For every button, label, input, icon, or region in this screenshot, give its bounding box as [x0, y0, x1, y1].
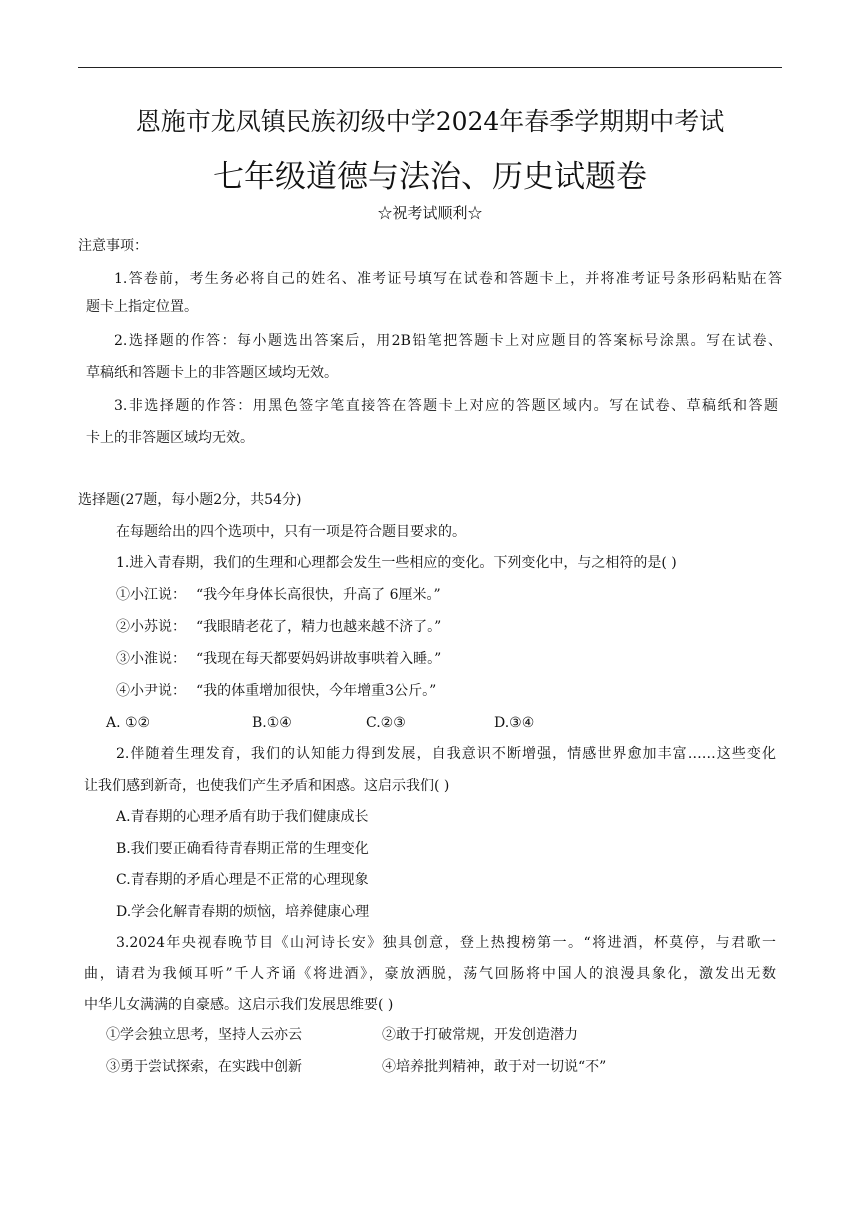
q1-statement-3-quote: “我现在每天都要妈妈讲故事哄着入睡。” — [196, 651, 442, 667]
exam-title: 恩施市龙凤镇民族初级中学2024年春季学期期中考试 — [135, 107, 725, 136]
q2-stem-line-2: 让我们感到新奇，也使我们产生矛盾和困惑。这启示我们( ) — [84, 778, 450, 794]
q1-statement-2-quote: “我眼睛老花了，精力也越来越不济了。” — [196, 619, 442, 635]
exam-subtitle: 七年级道德与法治、历史试题卷 — [213, 159, 647, 195]
q2-stem-line-1: 2.伴随着生理发育，我们的认知能力得到发展，自我意识不断增强，情感世界愈加丰富……这些变化 — [116, 746, 776, 762]
q2-option-b: B.我们要正确看待青春期正常的生理变化 — [116, 841, 369, 857]
header-rule — [78, 67, 782, 68]
q1-option-c: C.②③ — [366, 715, 406, 731]
q1-statement-2-name: ②小苏说： — [116, 619, 186, 635]
notice-item-2-line-2: 草稿纸和答题卡上的非答题区域均无效。 — [86, 365, 338, 381]
q3-statement-1: ①学会独立思考，坚持人云亦云 — [106, 1027, 302, 1043]
q2-option-a: A.青春期的心理矛盾有助于我们健康成长 — [116, 809, 369, 825]
notice-item-1-line-1: 1.答卷前，考生务必将自己的姓名、准考证号填写在试卷和答题卡上，并将准考证号条形码粘贴在答 — [114, 271, 782, 287]
q1-statement-4-name: ④小尹说： — [116, 683, 186, 699]
q1-stem: 1.进入青春期，我们的生理和心理都会发生一些相应的变化。下列变化中，与之相符的是( ) — [116, 555, 677, 571]
q3-statement-3: ③勇于尝试探索，在实践中创新 — [106, 1059, 302, 1075]
notice-item-3-line-2: 卡上的非答题区域均无效。 — [86, 430, 254, 446]
notice-heading: 注意事项： — [78, 238, 148, 254]
q1-statement-1-quote: “我今年身体长高很快，升高了 6厘米。” — [196, 587, 441, 603]
q1-statement-1-name: ①小江说： — [116, 587, 186, 603]
q1-statement-4-quote: “我的体重增加很快，今年增重3公斤。” — [196, 683, 437, 699]
q1-statement-3-name: ③小淮说： — [116, 651, 186, 667]
section-intro: 在每题给出的四个选项中，只有一项是符合题目要求的。 — [116, 524, 466, 540]
section-heading: 选择题(27题，每小题2分，共54分) — [78, 492, 302, 508]
good-luck-text: ☆祝考试顺利☆ — [377, 204, 483, 222]
q3-statement-2: ②敢于打破常规，开发创造潜力 — [382, 1027, 578, 1043]
q1-option-b: B.①④ — [252, 715, 292, 731]
q3-statement-4: ④培养批判精神，敢于对一切说“不” — [382, 1059, 607, 1075]
q2-option-c: C.青春期的矛盾心理是不正常的心理现象 — [116, 872, 369, 888]
notice-item-3-line-1: 3.非选择题的作答：用黑色签字笔直接答在答题卡上对应的答题区域内。写在试卷、草稿纸和答题 — [114, 398, 778, 414]
q3-stem-line-1: 3.2024年央视春晚节目《山河诗长安》独具创意，登上热搜榜第一。“将进酒，杯莫停，与君歌一 — [116, 935, 776, 951]
notice-item-1-line-2: 题卡上指定位置。 — [86, 299, 198, 315]
q1-option-d: D.③④ — [494, 715, 535, 731]
q3-stem-line-3: 中华儿女满满的自豪感。这启示我们发展思维要( ) — [84, 997, 394, 1013]
q1-option-a: A. ①② — [106, 715, 151, 731]
notice-item-2-line-1: 2.选择题的作答：每小题选出答案后，用2B铅笔把答题卡上对应题目的答案标号涂黑。写在试卷、 — [114, 333, 782, 349]
q3-stem-line-2: 曲，请君为我倾耳听”千人齐诵《将进酒》，豪放洒脱，荡气回肠将中国人的浪漫具象化，激发出无数 — [84, 966, 776, 982]
q2-option-d: D.学会化解青春期的烦恼，培养健康心理 — [116, 904, 370, 920]
